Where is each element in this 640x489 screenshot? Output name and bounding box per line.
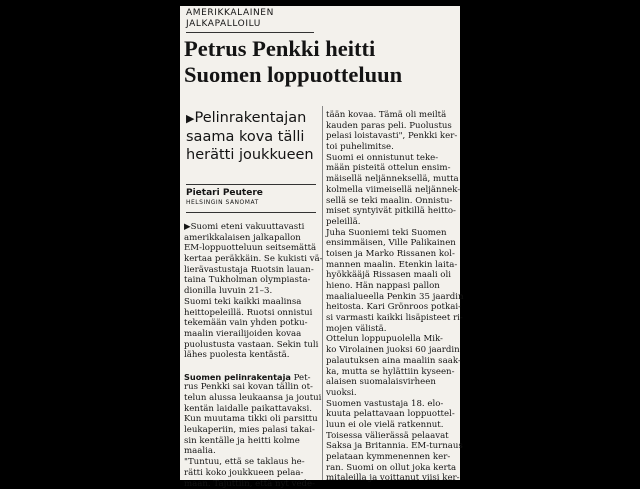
article-line: sin kentälle ja heitti kolme	[184, 436, 317, 447]
article-line: taina Tukholman olympiasta-	[184, 275, 317, 286]
kicker-line: JALKAPALLOILU	[186, 19, 336, 30]
article-line: heittopeleillä. Ruotsi onnistui	[184, 308, 317, 319]
article-line: toisen ja Marko Rissanen kol-	[326, 249, 459, 260]
article-line: alaisen suomalaisvirheen	[326, 377, 459, 388]
byline: Pietari Peutere	[186, 188, 263, 198]
deck-line: herätti joukkueen	[186, 146, 326, 164]
article-line: maan. Tajuttiin, että nyt vede-	[184, 479, 317, 489]
article-line: tään kovaa. Tämä oli meiltä	[326, 110, 459, 121]
article-line: miset syntyivät pitkillä heitto-	[326, 206, 459, 217]
article-line: rätti koko joukkueen pelaa-	[184, 468, 317, 479]
column-divider	[322, 106, 323, 480]
article-line: luun ei ole vielä ratkennut.	[326, 420, 459, 431]
deck-line: Pelinrakentajan	[194, 110, 306, 126]
article-line: pelataan kymmenennen ker-	[326, 452, 459, 463]
article-line: maalin vierailijoiden kovaa	[184, 329, 317, 340]
kicker-rule	[186, 32, 314, 33]
article-line: mään pisteitä ottelun ensim-	[326, 163, 459, 174]
article-line: mojen välistä.	[326, 324, 459, 335]
article-line: mäisellä neljänneksellä, mutta	[326, 174, 459, 185]
deck-marker-icon: ▶	[186, 112, 194, 125]
article-line: Ottelun loppupuolella Mik-	[326, 334, 459, 345]
article-line: Suomi ei onnistunut teke-	[326, 153, 459, 164]
agency: HELSINGIN SANOMAT	[186, 199, 259, 206]
article-line: ▶Suomi eteni vakuuttavasti	[184, 222, 317, 233]
article-line: ensimmäisen, Ville Palikainen	[326, 238, 459, 249]
article-line: peleillä.	[326, 217, 459, 228]
article-line: sellä se teki maalin. Onnistu-	[326, 196, 459, 207]
article-line: telun alussa leukaansa ja joutui	[184, 393, 317, 404]
article-line	[184, 361, 317, 372]
headline	[184, 36, 456, 88]
article-line: hieno. Hän nappasi pallon	[326, 281, 459, 292]
article-line: ran. Suomi on ollut joka kerta	[326, 463, 459, 474]
article-line: vuoksi.	[326, 388, 459, 399]
article-line: mitaleilla ja voittanut viisi ker-	[326, 473, 459, 484]
article-line: amerikkalaisen jalkapallon	[184, 233, 317, 244]
article-line: EM-loppuotteluun seitsemättä	[184, 243, 317, 254]
deck-line: saama kova tälli	[186, 128, 326, 146]
article-line: si varmasti kaikki lisäpisteet ri-	[326, 313, 459, 324]
article-line: Toisessa välierässä pelaavat	[326, 431, 459, 442]
article-line: leukaperiin, mies palasi takai-	[184, 425, 317, 436]
article-line: rus Penkki sai kovan tällin ot-	[184, 382, 317, 393]
article-line: Juha Suoniemi teki Suomen	[326, 228, 459, 239]
article-line: mannen maalin. Etenkin laita-	[326, 260, 459, 271]
kicker-line: AMERIKKALAINEN	[186, 8, 336, 19]
article-line: ko Virolainen juoksi 60 jaardin	[326, 345, 459, 356]
article-line: Suomen vastustaja 18. elo-	[326, 399, 459, 410]
deck	[186, 109, 326, 164]
article-line: Saksa ja Britannia. EM-turnaus	[326, 441, 459, 452]
article-line: kauden paras peli. Puolustus	[326, 121, 459, 132]
article-line: hyökkääjä Rissasen maali oli	[326, 270, 459, 281]
article-line: kuuta pelattavaan loppuottel-	[326, 409, 459, 420]
article-line: tekemään vain yhden potku-	[184, 318, 317, 329]
article-line: palautuksen aina maaliin saak-	[326, 356, 459, 367]
article-line: maalia.	[184, 446, 317, 457]
kicker	[186, 8, 336, 30]
article-line: dionilla luvuin 21–3.	[184, 286, 317, 297]
article-line: kertaa peräkkäin. Se kukisti vä-	[184, 254, 317, 265]
article-line: lähes puolesta kentästä.	[184, 350, 317, 361]
newspaper-clipping	[180, 6, 460, 480]
article-line: lierävastustaja Ruotsin lauan-	[184, 265, 317, 276]
article-line: pelasi loistavasti", Penkki ker-	[326, 131, 459, 142]
article-line: Kun muutama tikki oli parsittu	[184, 414, 317, 425]
article-line: toi puhelimitse.	[326, 142, 459, 153]
article-line: heitosta. Kari Grönroos potkai-	[326, 302, 459, 313]
headline-line: Suomen loppuotteluun	[184, 62, 456, 88]
headline-line: Petrus Penkki heitti	[184, 36, 456, 62]
article-line: ka, mutta se hylättiin kyseen-	[326, 367, 459, 378]
article-line: Suomi teki kaikki maalinsa	[184, 297, 317, 308]
article-line: kentän laidalle paikattavaksi.	[184, 404, 317, 415]
article-column-2	[326, 110, 459, 484]
article-line: maalialueella Penkin 35 jaardin	[326, 292, 459, 303]
deck-rule	[186, 184, 316, 185]
article-line: puolustusta vastaan. Sekin tuli	[184, 340, 317, 351]
article-line: Suomen pelinrakentaja Pet-	[184, 372, 317, 383]
article-line: kolmella viimeisellä neljännek-	[326, 185, 459, 196]
byline-rule	[186, 212, 316, 213]
article-column-1	[184, 222, 317, 489]
article-line: "Tuntuu, että se taklaus he-	[184, 457, 317, 468]
